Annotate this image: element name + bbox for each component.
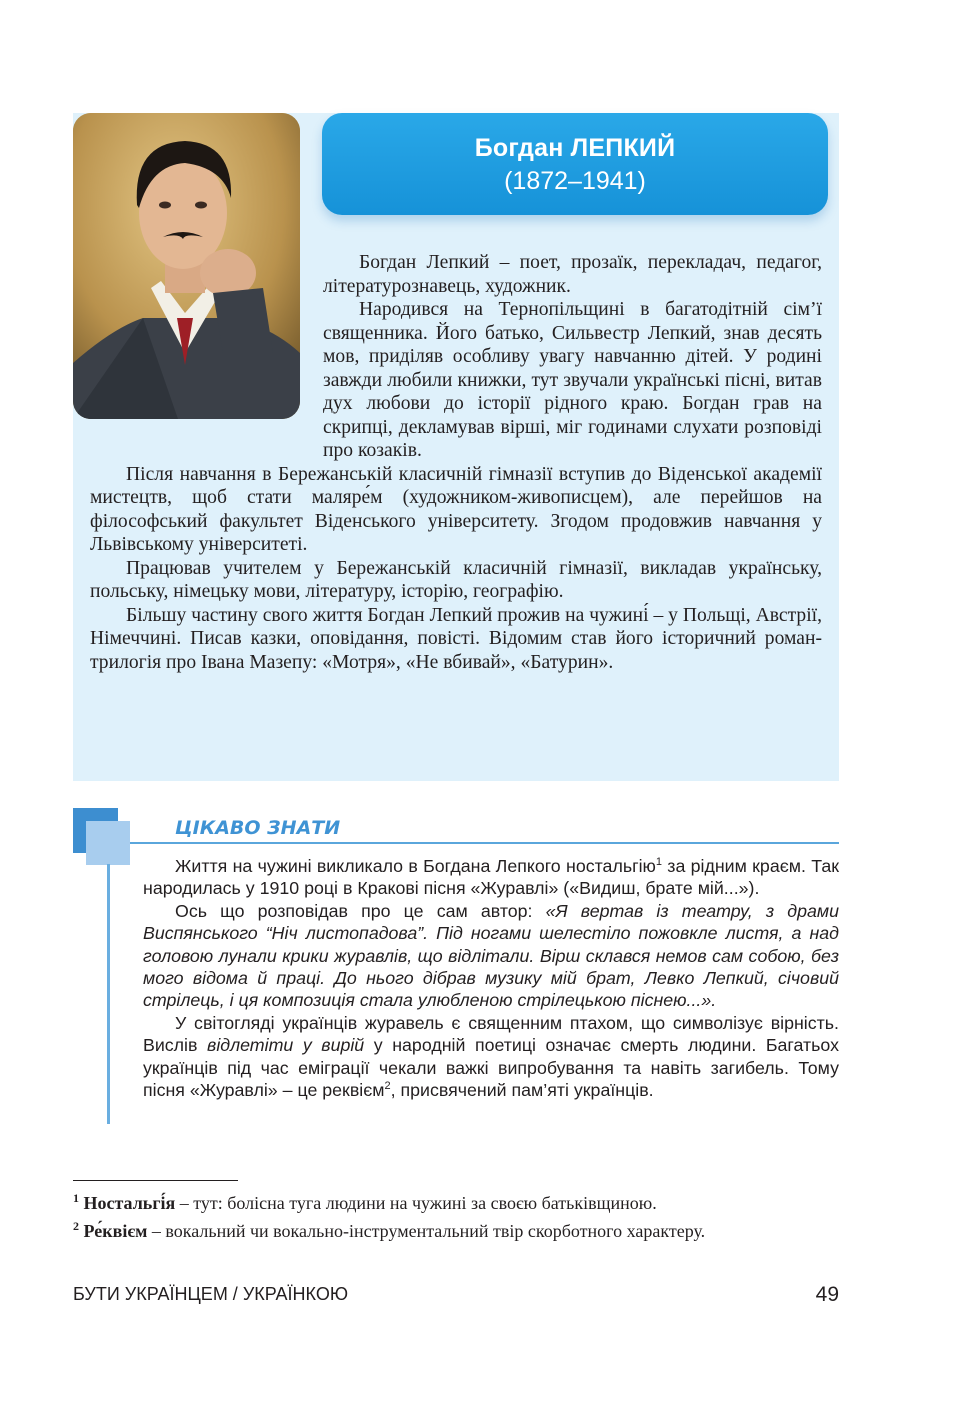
facts-paragraph: Життя на чужині викликало в Богдана Лепкого ностальгію$^1$ за рідним краєм. Так народилась у 1910 році в Кракові пісня «Журавлі» («Видиш, брате мій...»). [143,856,839,899]
footnote-item: $^1$ Ностальгі́я – тут: болісна туга людини на чужині за своєю батьківщиною. [73,1191,657,1213]
bio-paragraph: Народився на Тернопільщині в багатодітній сім’ї священника. Його батько, Сильвестр Лепкий, знав десять мов, приділяв особливу увагу навчанню дітей. У родині завжди любили книжки, тут звучали українські пісні, витав дух любови до історії рідного краю. Богдан грав на скрипці, декламував вірші, міг годинами слухати розповіді про козаків. [323,299,822,461]
facts-side-rule [107,864,110,1124]
facts-square-light [86,821,130,865]
footnote-ref: 1 [655,856,662,869]
footnote-item: $^2$ Ре́квієм – вокальний чи вокально-інструментальний твір скорботного характеру. [73,1219,706,1241]
title-card [322,113,828,215]
facts-paragraph: У світогляді українців журавель є священним птахом, що символізує вірність. Вислів відлетіти у вирій у народній поетиці означає смерть людини. Багатьох українців під час еміграції чекали важкі випробування та навіть загибель. Тому пісня «Журавлі» – це реквієм$^2$, присвячений пам’яті українців. [143,1012,839,1101]
page-number: 49 [815,1283,839,1306]
footer-section-title: БУТИ УКРАЇНЦЕМ / УКРАЇНКОЮ [73,1284,349,1304]
bio-paragraph: Працював учителем у Бережанській класичній гімназії, викладав українську, польську, німецьку мови, літературу, історію, географію. [90,557,822,602]
footnotes [73,1187,837,1243]
footnote-ref: 2 [384,1080,391,1093]
footnote-rule [73,1180,238,1181]
facts-header-rule [130,842,839,844]
bio-text [90,251,822,674]
facts-text [143,855,839,1101]
bio-paragraph: Богдан Лепкий – поет, прозаїк, перекладач, педагог, літературознавець, художник. [323,252,822,297]
author-quote: «Я вертав із театру, з драми Виспянського “Ніч листопадова”. Під ногами шелестіло пожовкле листя, а над головою лунали крики журавлів, що відлітали. Вірш склався немов сам собою, без мого відома й праці. До нього дібрав музику мій брат, Левко Лепкий, січовий стрілець, і ця композиція стала улюбленою стрілецькою піснею...». [143,900,839,1011]
bio-paragraph: Після навчання в Бережанській класичній гімназії вступив до Віденської академії мистецтв, щоб стати маляре́м (художником-живописцем), але перейшов на філософський факультет Віденського університету. Згодом продовжив навчання у Львівському університеті. [90,463,822,555]
bio-paragraph: Більшу частину свого життя Богдан Лепкий прожив на чужині́ – у Польщі, Австрії, Німеччині. Писав казки, оповідання, повісті. Відомим став його історичний роман-трилогія про Івана Мазепу: «Мотря», «Не вбивай», «Батурин». [90,604,822,673]
facts-paragraph: Ось що розповідав про це сам автор: «Я вертав із театру, з драми Виспянського “Ніч листопадова”. Під ногами шелестіло пожовкле листя, а над головою лунали крики журавлів, що відлітали. Вірш склався немов сам собою, без мого відома й праці. До нього дібрав музику мій брат, Левко Лепкий, січовий стрілець, і ця композиція стала улюбленою стрілецькою піснею...». [143,900,839,1011]
author-years: (1872–1941) [504,167,646,195]
author-name: Богдан ЛЕПКИЙ [474,134,676,162]
facts-title: ЦІКАВО ЗНАТИ [175,817,341,839]
